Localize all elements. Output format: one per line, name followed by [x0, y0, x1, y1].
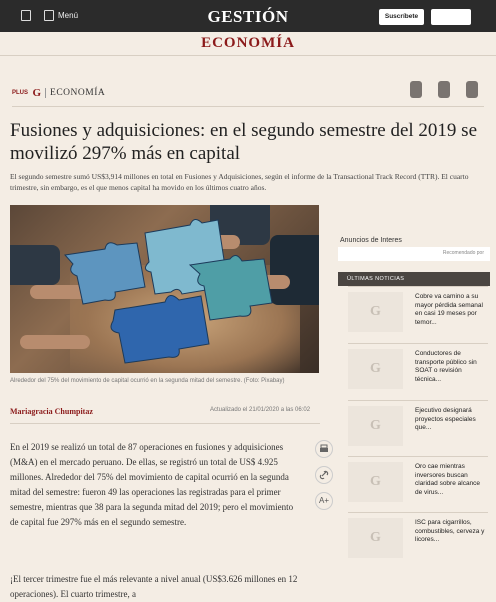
plus-label[interactable]: PLUS [12, 89, 29, 96]
top-navigation-bar [0, 0, 496, 32]
site-logo[interactable]: GESTIÓN [207, 7, 289, 26]
subscribe-button[interactable]: Suscríbete [379, 9, 424, 25]
news-thumbnail[interactable]: G [348, 292, 403, 332]
news-item[interactable] [348, 456, 488, 506]
breadcrumb-divider [45, 88, 46, 98]
news-thumbnail[interactable]: G [348, 462, 403, 502]
article-photo [10, 205, 319, 373]
article-paragraph: ¡El tercer trimestre fue el más relevante a nivel anual (US$3.626 millones en 12 operaciones). El cuarto trimestre, a [10, 574, 298, 599]
share-icon[interactable] [410, 81, 422, 98]
latest-news-header: ÚLTIMAS NOTICIAS [338, 272, 490, 286]
news-item[interactable] [348, 400, 488, 450]
photo-caption: Alrededor del 75% del movimiento de capital ocurrió en la segunda mitad del semestre. (Foto: Pixabay) [10, 378, 285, 384]
news-item[interactable] [348, 343, 488, 393]
news-title[interactable]: Conductores de transporte público sin SOAT o revisión técnica... [415, 350, 477, 383]
news-thumbnail[interactable]: G [348, 406, 403, 446]
breadcrumb [12, 84, 105, 102]
divider [12, 106, 484, 107]
news-title[interactable]: ISC para cigarrillos, combustibles, cerveza y licores... [415, 519, 485, 543]
puzzle-pieces-illustration [10, 205, 319, 373]
news-item[interactable] [348, 512, 488, 562]
divider [10, 423, 320, 424]
link-icon[interactable] [315, 466, 333, 484]
share-icon[interactable] [438, 81, 450, 98]
article-paragraph: En el 2019 se realizó un total de 87 operaciones en fusiones y adquisiciones (M&A) en el mercado peruano. De ellas, se registró un total de US$ 4.925 millones. Alrededor del 75% del movimiento de capital ocurrió en la segunda mitad del semestre: fueron 49 las operaciones las registradas para el primer semestre, mientras que 38 para la segunda mitad del 2019; pero el movimiento de capital fue 297% más en el segundo semestre. [10, 442, 294, 527]
article-lead: El segundo semestre sumó US$3,914 millones en total en Fusiones y Adquisiciones, según el informe de la Transactional Track Record (TTR). El cuarto trimestre, sin embargo, es el que menos capital ha movido en los últimos cuatro años. [10, 172, 469, 192]
breadcrumb-section[interactable]: ECONOMÍA [50, 87, 106, 98]
share-icon[interactable] [466, 81, 478, 98]
news-title[interactable]: Ejecutivo designará proyectos especiales que... [415, 407, 476, 431]
news-title[interactable]: Oro cae mientras inversores buscan claridad sobre alcance de virus... [415, 463, 481, 496]
plus-g-logo[interactable]: G [32, 86, 42, 99]
section-title[interactable]: ECONOMÍA [201, 35, 295, 51]
section-header [0, 32, 496, 56]
news-item[interactable] [348, 286, 488, 336]
updated-timestamp: Actualizado el 21/01/2020 a las 06:02 [210, 407, 311, 413]
author-name[interactable]: Mariagracia Chumpitaz [10, 407, 93, 416]
menu-label[interactable]: Menú [58, 11, 79, 20]
recommended-label: Recomendado por [442, 250, 484, 256]
login-button[interactable] [431, 9, 471, 25]
ad-widget[interactable] [338, 247, 490, 261]
print-icon[interactable] [315, 440, 333, 458]
news-thumbnail[interactable]: G [348, 518, 403, 558]
ads-label: Anuncios de Interes [340, 237, 402, 244]
news-title[interactable]: Cobre va camino a su mayor pérdida semanal en casi 19 meses por temor... [415, 293, 483, 326]
news-thumbnail[interactable]: G [348, 349, 403, 389]
article-headline: Fusiones y adquisiciones: en el segundo semestre del 2019 se movilizó 297% más en capital [10, 120, 478, 164]
font-size-button[interactable]: A+ [315, 492, 333, 510]
